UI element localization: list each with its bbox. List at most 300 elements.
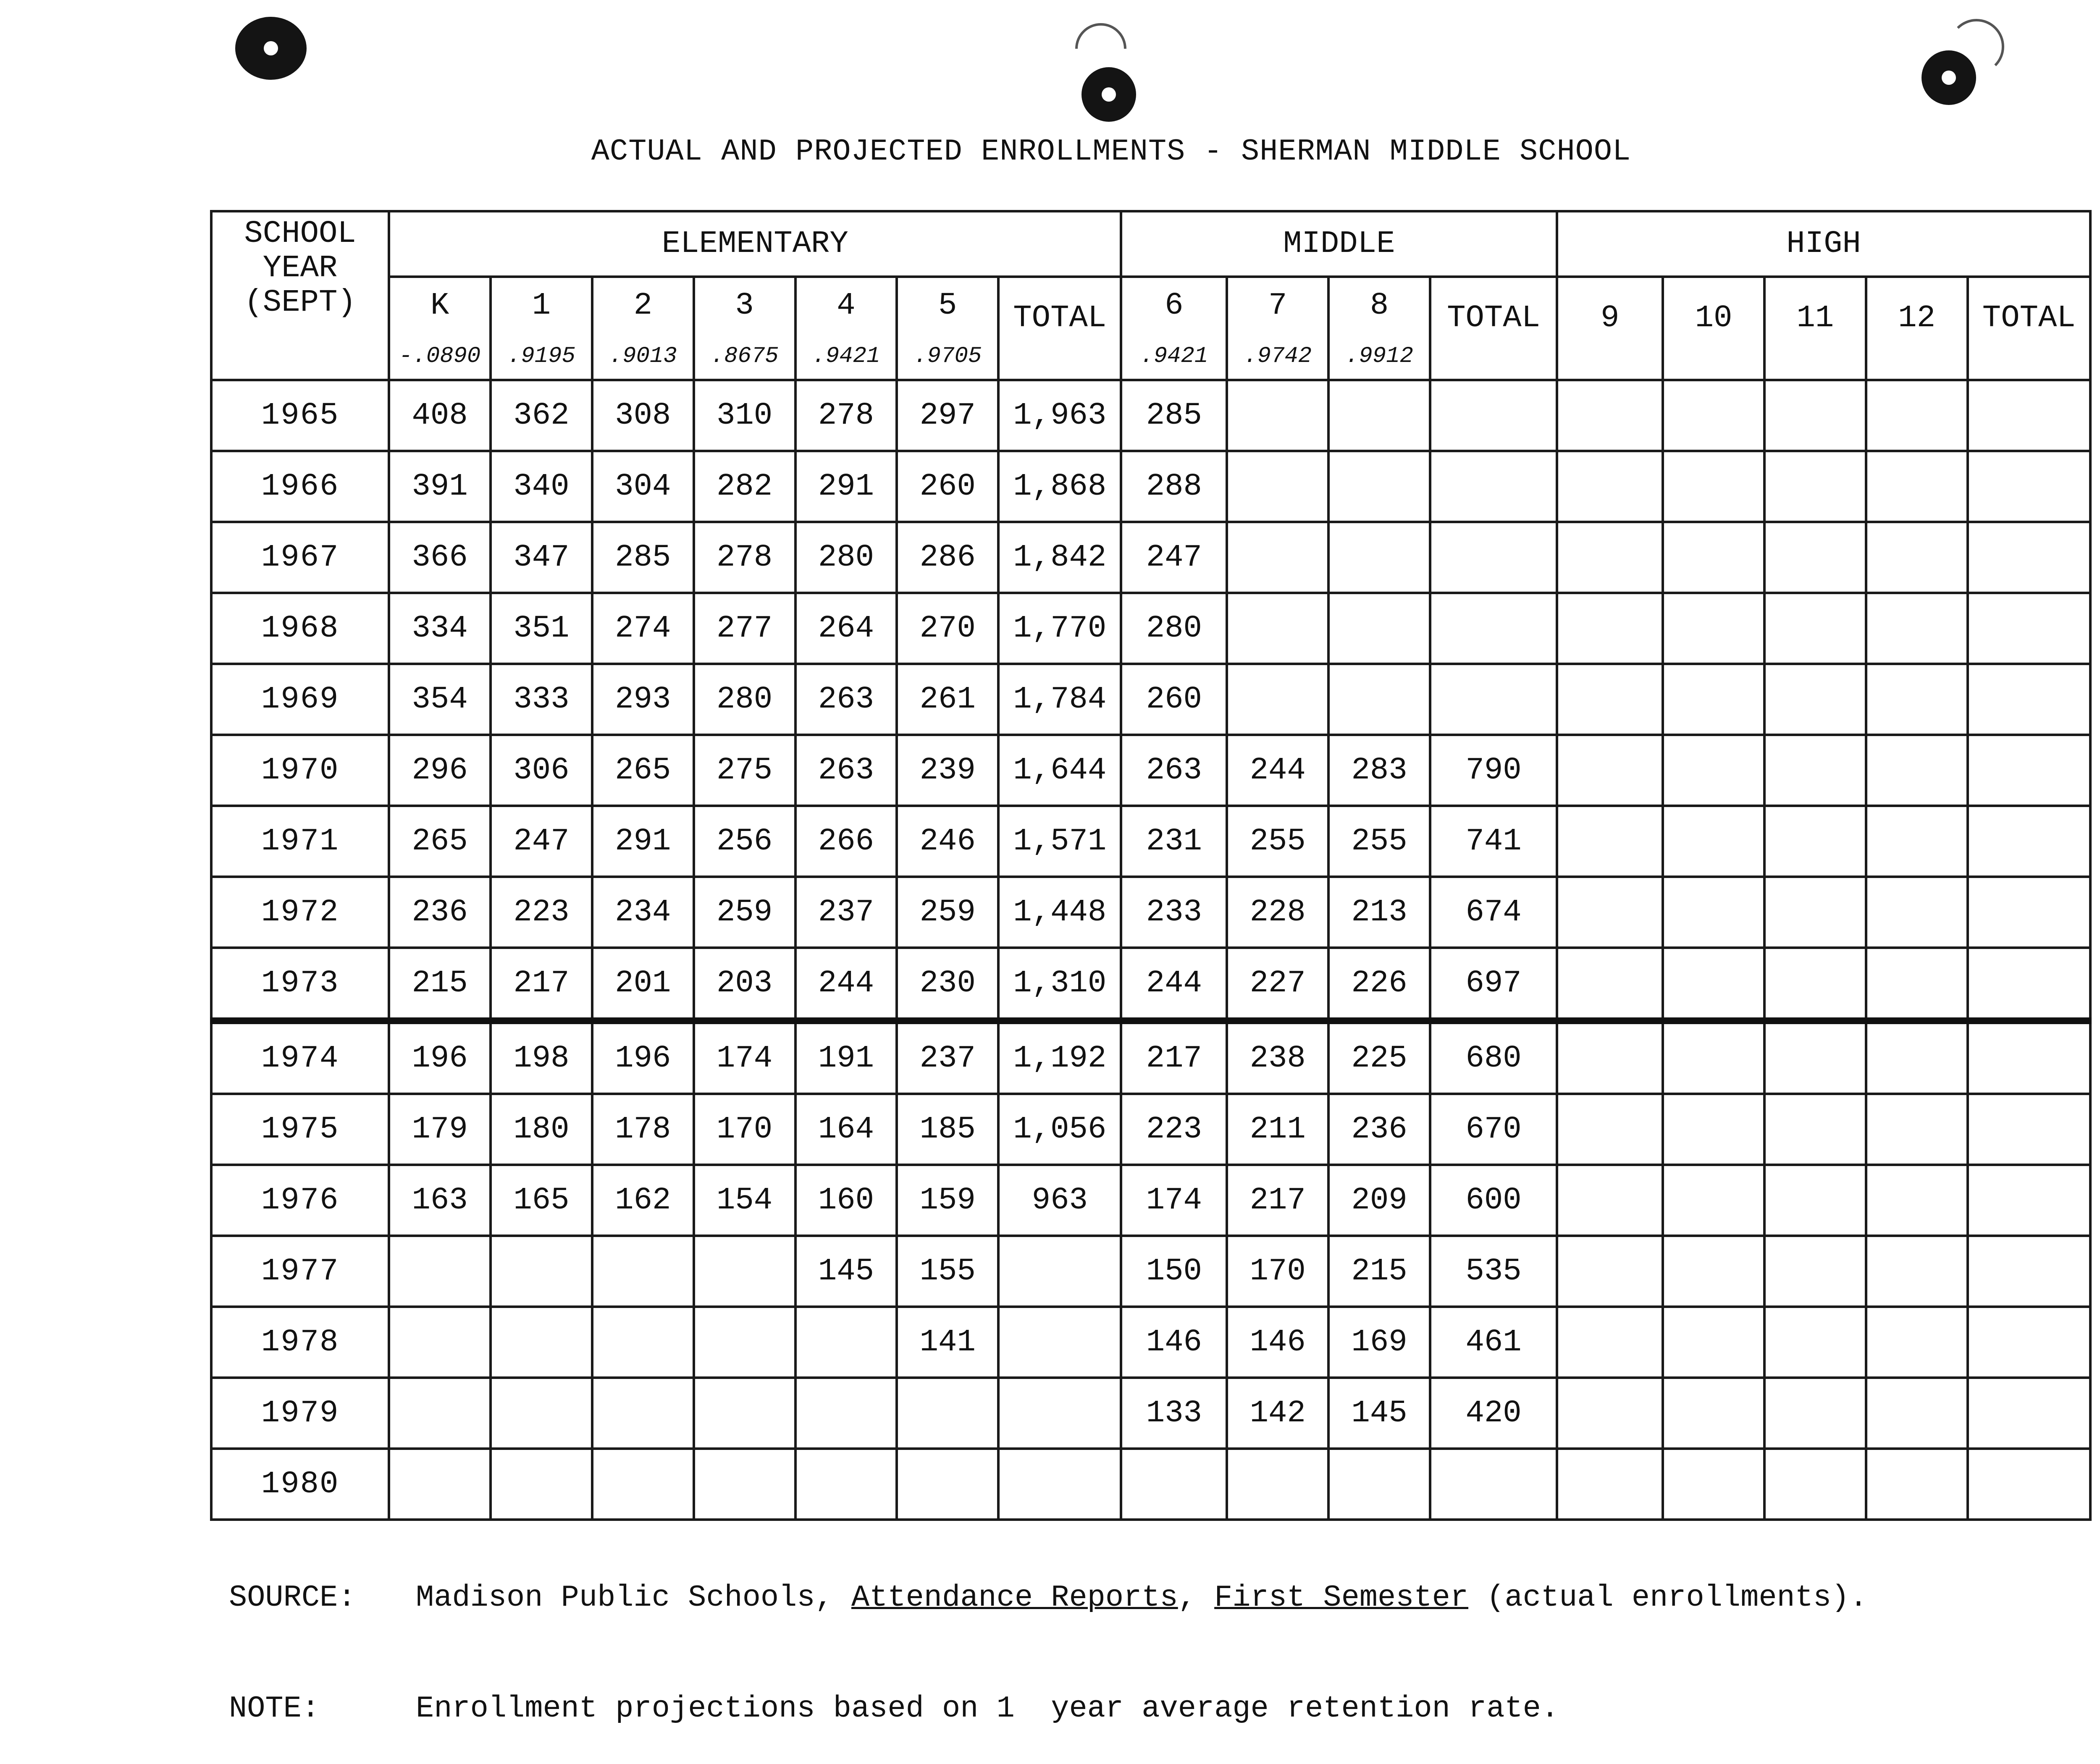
table-row xyxy=(211,593,2090,664)
enrollment-cell xyxy=(1663,1021,1764,1094)
enrollment-cell xyxy=(1328,522,1430,593)
enrollment-cell: 296 xyxy=(389,735,491,806)
column-header xyxy=(1328,277,1430,380)
footer-notes xyxy=(229,1505,1868,1764)
column-header-label: 7 xyxy=(1268,288,1287,323)
enrollment-cell xyxy=(1557,948,1663,1021)
school-year-cell: 1966 xyxy=(211,451,389,522)
column-header-label: 9 xyxy=(1600,301,1620,336)
enrollment-cell: 159 xyxy=(897,1165,998,1236)
high-group-header: HIGH xyxy=(1557,211,2090,277)
retention-rate: .9421 xyxy=(812,343,880,369)
enrollment-cell: 146 xyxy=(1227,1307,1328,1378)
retention-rate: .9705 xyxy=(914,343,982,369)
enrollment-cell xyxy=(1968,593,2090,664)
enrollment-cell xyxy=(1227,380,1328,451)
enrollment-cell xyxy=(592,1307,694,1378)
enrollment-cell xyxy=(1764,806,1866,877)
enrollment-cell: 228 xyxy=(1227,877,1328,948)
enrollment-cell: 347 xyxy=(491,522,592,593)
enrollment-cell xyxy=(1866,1378,1968,1449)
enrollment-cell: 146 xyxy=(1121,1307,1227,1378)
enrollment-cell: 291 xyxy=(795,451,897,522)
enrollment-cell xyxy=(1557,877,1663,948)
enrollment-cell: 297 xyxy=(897,380,998,451)
enrollment-cell: 215 xyxy=(389,948,491,1021)
enrollment-cell: 1,842 xyxy=(998,522,1121,593)
enrollment-cell xyxy=(1430,451,1557,522)
column-header-label: 3 xyxy=(735,288,754,323)
enrollment-cell: 164 xyxy=(795,1094,897,1165)
column-header xyxy=(998,277,1121,380)
enrollment-cell: 133 xyxy=(1121,1378,1227,1449)
enrollment-cell xyxy=(1764,1378,1866,1449)
enrollment-cell: 196 xyxy=(592,1021,694,1094)
enrollment-cell xyxy=(1430,522,1557,593)
enrollment-cell: 180 xyxy=(491,1094,592,1165)
source-text-prefix: Madison Public Schools, xyxy=(416,1581,851,1615)
enrollment-cell xyxy=(1866,1236,1968,1307)
enrollment-cell: 351 xyxy=(491,593,592,664)
enrollment-cell: 340 xyxy=(491,451,592,522)
enrollment-cell: 142 xyxy=(1227,1378,1328,1449)
enrollment-cell: 1,868 xyxy=(998,451,1121,522)
column-header-label: 8 xyxy=(1370,288,1389,323)
enrollment-cell xyxy=(1866,735,1968,806)
enrollment-cell: 237 xyxy=(795,877,897,948)
enrollment-cell: 247 xyxy=(1121,522,1227,593)
enrollment-cell: 275 xyxy=(694,735,795,806)
column-header-label: 4 xyxy=(837,288,856,323)
enrollment-cell xyxy=(491,1236,592,1307)
school-year-cell: 1980 xyxy=(211,1449,389,1520)
middle-group-header: MIDDLE xyxy=(1121,211,1557,277)
enrollment-cell: 263 xyxy=(795,664,897,735)
enrollment-cell xyxy=(1557,806,1663,877)
enrollment-cell: 306 xyxy=(491,735,592,806)
enrollment-cell: 263 xyxy=(1121,735,1227,806)
enrollment-cell xyxy=(1968,877,2090,948)
enrollment-cell: 260 xyxy=(1121,664,1227,735)
enrollment-cell: 162 xyxy=(592,1165,694,1236)
enrollment-cell: 198 xyxy=(491,1021,592,1094)
enrollment-cell xyxy=(694,1307,795,1378)
source-text-separator: , xyxy=(1178,1581,1215,1615)
enrollment-cell xyxy=(1663,1094,1764,1165)
enrollment-cell xyxy=(1968,1378,2090,1449)
enrollment-cell: 674 xyxy=(1430,877,1557,948)
enrollment-cell xyxy=(491,1378,592,1449)
enrollment-cell: 334 xyxy=(389,593,491,664)
retention-rate: -.0890 xyxy=(399,343,481,369)
table-row xyxy=(211,1378,2090,1449)
enrollment-cell xyxy=(1663,1165,1764,1236)
enrollment-cell xyxy=(1663,1236,1764,1307)
enrollment-cell: 170 xyxy=(1227,1236,1328,1307)
enrollment-cell: 178 xyxy=(592,1094,694,1165)
column-header-label: TOTAL xyxy=(1982,301,2076,336)
enrollment-cell xyxy=(694,1236,795,1307)
enrollment-cell: 308 xyxy=(592,380,694,451)
enrollment-cell: 282 xyxy=(694,451,795,522)
enrollment-cell xyxy=(897,1378,998,1449)
enrollment-cell: 236 xyxy=(1328,1094,1430,1165)
enrollment-cell: 283 xyxy=(1328,735,1430,806)
column-header xyxy=(491,277,592,380)
enrollment-cell xyxy=(1328,380,1430,451)
enrollment-cell: 226 xyxy=(1328,948,1430,1021)
enrollment-cell: 790 xyxy=(1430,735,1557,806)
enrollment-cell: 304 xyxy=(592,451,694,522)
table-row xyxy=(211,1236,2090,1307)
enrollment-cell: 535 xyxy=(1430,1236,1557,1307)
enrollment-cell xyxy=(1866,806,1968,877)
school-year-header-line-3: (SEPT) xyxy=(244,285,356,320)
enrollment-cell xyxy=(1764,522,1866,593)
school-year-cell: 1973 xyxy=(211,948,389,1021)
school-year-header xyxy=(211,211,389,380)
enrollment-cell xyxy=(592,1236,694,1307)
enrollment-cell: 288 xyxy=(1121,451,1227,522)
enrollment-cell xyxy=(1764,593,1866,664)
punch-hole-right xyxy=(1922,50,1976,105)
retention-rate: .9421 xyxy=(1140,343,1208,369)
enrollment-cell: 265 xyxy=(592,735,694,806)
school-year-cell: 1972 xyxy=(211,877,389,948)
enrollment-cell: 265 xyxy=(389,806,491,877)
column-header-label: 1 xyxy=(532,288,551,323)
enrollment-cell: 310 xyxy=(694,380,795,451)
enrollment-cell: 1,571 xyxy=(998,806,1121,877)
enrollment-cell: 244 xyxy=(795,948,897,1021)
enrollment-cell: 145 xyxy=(795,1236,897,1307)
source-first-semester: First Semester xyxy=(1214,1581,1469,1615)
column-header xyxy=(1227,277,1328,380)
table-row xyxy=(211,806,2090,877)
school-year-cell: 1979 xyxy=(211,1378,389,1449)
enrollment-cell: 223 xyxy=(1121,1094,1227,1165)
enrollment-cell xyxy=(389,1236,491,1307)
column-header-label: 10 xyxy=(1695,301,1732,336)
enrollment-cell: 179 xyxy=(389,1094,491,1165)
enrollment-cell: 260 xyxy=(897,451,998,522)
enrollment-cell: 274 xyxy=(592,593,694,664)
enrollment-cell xyxy=(1764,1307,1866,1378)
elementary-group-header: ELEMENTARY xyxy=(389,211,1121,277)
enrollment-cell xyxy=(1663,1378,1764,1449)
enrollment-cell: 247 xyxy=(491,806,592,877)
enrollment-cell xyxy=(1663,664,1764,735)
column-header xyxy=(897,277,998,380)
enrollment-cell xyxy=(1663,593,1764,664)
enrollment-cell: 408 xyxy=(389,380,491,451)
enrollment-cell: 165 xyxy=(491,1165,592,1236)
school-year-cell: 1974 xyxy=(211,1021,389,1094)
enrollment-cell xyxy=(998,1236,1121,1307)
enrollment-cell xyxy=(1764,948,1866,1021)
source-attendance-reports: Attendance Reports xyxy=(851,1581,1178,1615)
enrollment-cell xyxy=(1430,380,1557,451)
enrollment-cell xyxy=(1764,1021,1866,1094)
enrollment-cell: 234 xyxy=(592,877,694,948)
table-row xyxy=(211,522,2090,593)
enrollment-cell xyxy=(795,1378,897,1449)
enrollment-cell: 203 xyxy=(694,948,795,1021)
enrollment-cell xyxy=(1557,664,1663,735)
enrollment-cell: 741 xyxy=(1430,806,1557,877)
enrollment-cell: 1,192 xyxy=(998,1021,1121,1094)
enrollment-cell xyxy=(1968,806,2090,877)
enrollment-cell xyxy=(1764,380,1866,451)
enrollment-cell: 215 xyxy=(1328,1236,1430,1307)
enrollment-cell xyxy=(1866,522,1968,593)
enrollment-cell xyxy=(1663,380,1764,451)
retention-rate: .9013 xyxy=(609,343,677,369)
enrollment-cell: 174 xyxy=(694,1021,795,1094)
enrollment-cell: 391 xyxy=(389,451,491,522)
enrollment-cell xyxy=(1663,451,1764,522)
column-header xyxy=(1968,277,2090,380)
enrollment-cell: 170 xyxy=(694,1094,795,1165)
enrollment-cell: 145 xyxy=(1328,1378,1430,1449)
enrollment-cell xyxy=(1866,1307,1968,1378)
column-header xyxy=(1557,277,1663,380)
enrollment-cell xyxy=(1557,735,1663,806)
enrollment-cell: 291 xyxy=(592,806,694,877)
column-header-label: TOTAL xyxy=(1013,301,1107,336)
enrollment-cell xyxy=(1968,1094,2090,1165)
enrollment-cell xyxy=(1663,948,1764,1021)
enrollment-cell: 680 xyxy=(1430,1021,1557,1094)
enrollment-cell: 211 xyxy=(1227,1094,1328,1165)
enrollment-cell xyxy=(1866,1021,1968,1094)
school-year-cell: 1971 xyxy=(211,806,389,877)
enrollment-cell xyxy=(1227,664,1328,735)
enrollment-cell: 155 xyxy=(897,1236,998,1307)
enrollment-cell xyxy=(1968,1307,2090,1378)
enrollment-cell: 1,310 xyxy=(998,948,1121,1021)
enrollment-cell: 213 xyxy=(1328,877,1430,948)
enrollment-cell: 244 xyxy=(1121,948,1227,1021)
enrollment-cell xyxy=(1430,664,1557,735)
enrollment-cell: 238 xyxy=(1227,1021,1328,1094)
enrollment-cell xyxy=(1866,1449,1968,1520)
column-header xyxy=(1121,277,1227,380)
retention-rate: .8675 xyxy=(710,343,779,369)
school-year-header-line-1: SCHOOL xyxy=(244,216,356,252)
school-year-cell: 1975 xyxy=(211,1094,389,1165)
enrollment-cell: 163 xyxy=(389,1165,491,1236)
enrollment-cell xyxy=(1328,664,1430,735)
enrollment-cell: 354 xyxy=(389,664,491,735)
enrollment-cell: 280 xyxy=(1121,593,1227,664)
retention-rate: .9742 xyxy=(1244,343,1312,369)
punch-hole-center xyxy=(1082,67,1136,122)
column-header-label: TOTAL xyxy=(1447,301,1541,336)
table-row xyxy=(211,664,2090,735)
enrollment-cell: 670 xyxy=(1430,1094,1557,1165)
enrollment-cell: 237 xyxy=(897,1021,998,1094)
enrollment-cell: 1,644 xyxy=(998,735,1121,806)
school-year-cell: 1965 xyxy=(211,380,389,451)
column-header xyxy=(795,277,897,380)
enrollment-cell: 285 xyxy=(1121,380,1227,451)
enrollment-cell: 461 xyxy=(1430,1307,1557,1378)
enrollment-cell xyxy=(1968,1165,2090,1236)
enrollment-cell: 150 xyxy=(1121,1236,1227,1307)
enrollment-cell: 233 xyxy=(1121,877,1227,948)
school-year-cell: 1970 xyxy=(211,735,389,806)
column-header-label: 12 xyxy=(1898,301,1936,336)
enrollment-cell: 246 xyxy=(897,806,998,877)
enrollment-cell: 697 xyxy=(1430,948,1557,1021)
column-header xyxy=(592,277,694,380)
enrollment-cell: 185 xyxy=(897,1094,998,1165)
enrollment-cell: 1,784 xyxy=(998,664,1121,735)
enrollment-cell: 600 xyxy=(1430,1165,1557,1236)
enrollment-cell: 285 xyxy=(592,522,694,593)
enrollment-cell xyxy=(1866,593,1968,664)
source-label: SOURCE: xyxy=(229,1581,356,1615)
enrollment-cell xyxy=(1764,1236,1866,1307)
retention-rate: .9195 xyxy=(507,343,575,369)
enrollment-cell xyxy=(389,1307,491,1378)
enrollment-cell: 196 xyxy=(389,1021,491,1094)
enrollment-cell xyxy=(998,1307,1121,1378)
enrollment-cell: 217 xyxy=(1227,1165,1328,1236)
enrollment-cell xyxy=(1866,451,1968,522)
column-header xyxy=(389,277,491,380)
column-header xyxy=(694,277,795,380)
school-year-cell: 1978 xyxy=(211,1307,389,1378)
column-header-label: 6 xyxy=(1165,288,1184,323)
enrollment-cell: 217 xyxy=(491,948,592,1021)
school-year-cell: 1968 xyxy=(211,593,389,664)
enrollment-cell: 1,770 xyxy=(998,593,1121,664)
table-row xyxy=(211,380,2090,451)
enrollment-cell xyxy=(1430,593,1557,664)
enrollment-cell xyxy=(1557,1094,1663,1165)
table-row xyxy=(211,451,2090,522)
source-line xyxy=(229,1579,1868,1616)
column-header xyxy=(1866,277,1968,380)
enrollment-cell: 160 xyxy=(795,1165,897,1236)
column-header-label: 2 xyxy=(633,288,652,323)
enrollment-cell: 333 xyxy=(491,664,592,735)
school-year-cell: 1967 xyxy=(211,522,389,593)
enrollment-cell: 256 xyxy=(694,806,795,877)
table-row xyxy=(211,1094,2090,1165)
school-year-header-line-2: YEAR xyxy=(262,251,338,286)
enrollment-cell: 1,056 xyxy=(998,1094,1121,1165)
enrollment-cell xyxy=(1557,451,1663,522)
enrollment-cell: 261 xyxy=(897,664,998,735)
enrollment-table xyxy=(210,210,2092,1521)
enrollment-cell xyxy=(998,1378,1121,1449)
enrollment-cell: 362 xyxy=(491,380,592,451)
enrollment-cell: 263 xyxy=(795,735,897,806)
enrollment-cell xyxy=(1663,806,1764,877)
enrollment-cell: 278 xyxy=(694,522,795,593)
enrollment-cell: 270 xyxy=(897,593,998,664)
column-header xyxy=(1663,277,1764,380)
enrollment-cell xyxy=(1764,451,1866,522)
enrollment-cell xyxy=(694,1378,795,1449)
enrollment-cell: 154 xyxy=(694,1165,795,1236)
enrollment-cell: 191 xyxy=(795,1021,897,1094)
enrollment-cell xyxy=(1866,948,1968,1021)
enrollment-cell: 141 xyxy=(897,1307,998,1378)
enrollment-cell xyxy=(1227,593,1328,664)
enrollment-cell xyxy=(1764,1165,1866,1236)
enrollment-cell xyxy=(1968,1449,2090,1520)
enrollment-cell xyxy=(1557,522,1663,593)
enrollment-cell: 420 xyxy=(1430,1378,1557,1449)
enrollment-cell xyxy=(1968,948,2090,1021)
enrollment-cell xyxy=(1968,451,2090,522)
enrollment-cell xyxy=(1764,664,1866,735)
table-row xyxy=(211,1021,2090,1094)
enrollment-cell xyxy=(1227,451,1328,522)
enrollment-cell xyxy=(1866,380,1968,451)
enrollment-cell xyxy=(1557,380,1663,451)
enrollment-cell xyxy=(491,1307,592,1378)
enrollment-cell xyxy=(1227,522,1328,593)
enrollment-cell xyxy=(1866,1165,1968,1236)
enrollment-cell xyxy=(1866,664,1968,735)
enrollment-cell: 225 xyxy=(1328,1021,1430,1094)
school-year-cell: 1969 xyxy=(211,664,389,735)
enrollment-cell xyxy=(1328,451,1430,522)
enrollment-cell: 264 xyxy=(795,593,897,664)
enrollment-cell xyxy=(1866,877,1968,948)
enrollment-cell: 280 xyxy=(795,522,897,593)
enrollment-cell: 227 xyxy=(1227,948,1328,1021)
enrollment-cell xyxy=(1866,1094,1968,1165)
enrollment-cell xyxy=(1557,1021,1663,1094)
enrollment-cell: 209 xyxy=(1328,1165,1430,1236)
enrollment-cell xyxy=(1968,664,2090,735)
enrollment-cell: 201 xyxy=(592,948,694,1021)
note-text: Enrollment projections based on 1 year average retention rate. xyxy=(416,1691,1559,1726)
enrollment-cell xyxy=(1968,735,2090,806)
enrollment-cell: 236 xyxy=(389,877,491,948)
enrollment-cell: 255 xyxy=(1227,806,1328,877)
table-row xyxy=(211,1307,2090,1378)
enrollment-cell xyxy=(1557,1236,1663,1307)
enrollment-cell: 1,448 xyxy=(998,877,1121,948)
enrollment-cell: 286 xyxy=(897,522,998,593)
enrollment-cell xyxy=(1968,380,2090,451)
enrollment-cell: 223 xyxy=(491,877,592,948)
school-year-cell: 1977 xyxy=(211,1236,389,1307)
enrollment-cell xyxy=(795,1307,897,1378)
enrollment-cell: 255 xyxy=(1328,806,1430,877)
enrollment-cell xyxy=(1557,1307,1663,1378)
table-row xyxy=(211,948,2090,1021)
enrollment-cell xyxy=(1968,522,2090,593)
enrollment-cell xyxy=(389,1378,491,1449)
enrollment-cell: 217 xyxy=(1121,1021,1227,1094)
enrollment-cell: 239 xyxy=(897,735,998,806)
note-label: NOTE: xyxy=(229,1691,320,1726)
enrollment-cell: 259 xyxy=(897,877,998,948)
enrollment-cell: 963 xyxy=(998,1165,1121,1236)
retention-rate: .9912 xyxy=(1345,343,1414,369)
enrollment-cell: 231 xyxy=(1121,806,1227,877)
enrollment-cell xyxy=(1663,522,1764,593)
enrollment-cell: 293 xyxy=(592,664,694,735)
